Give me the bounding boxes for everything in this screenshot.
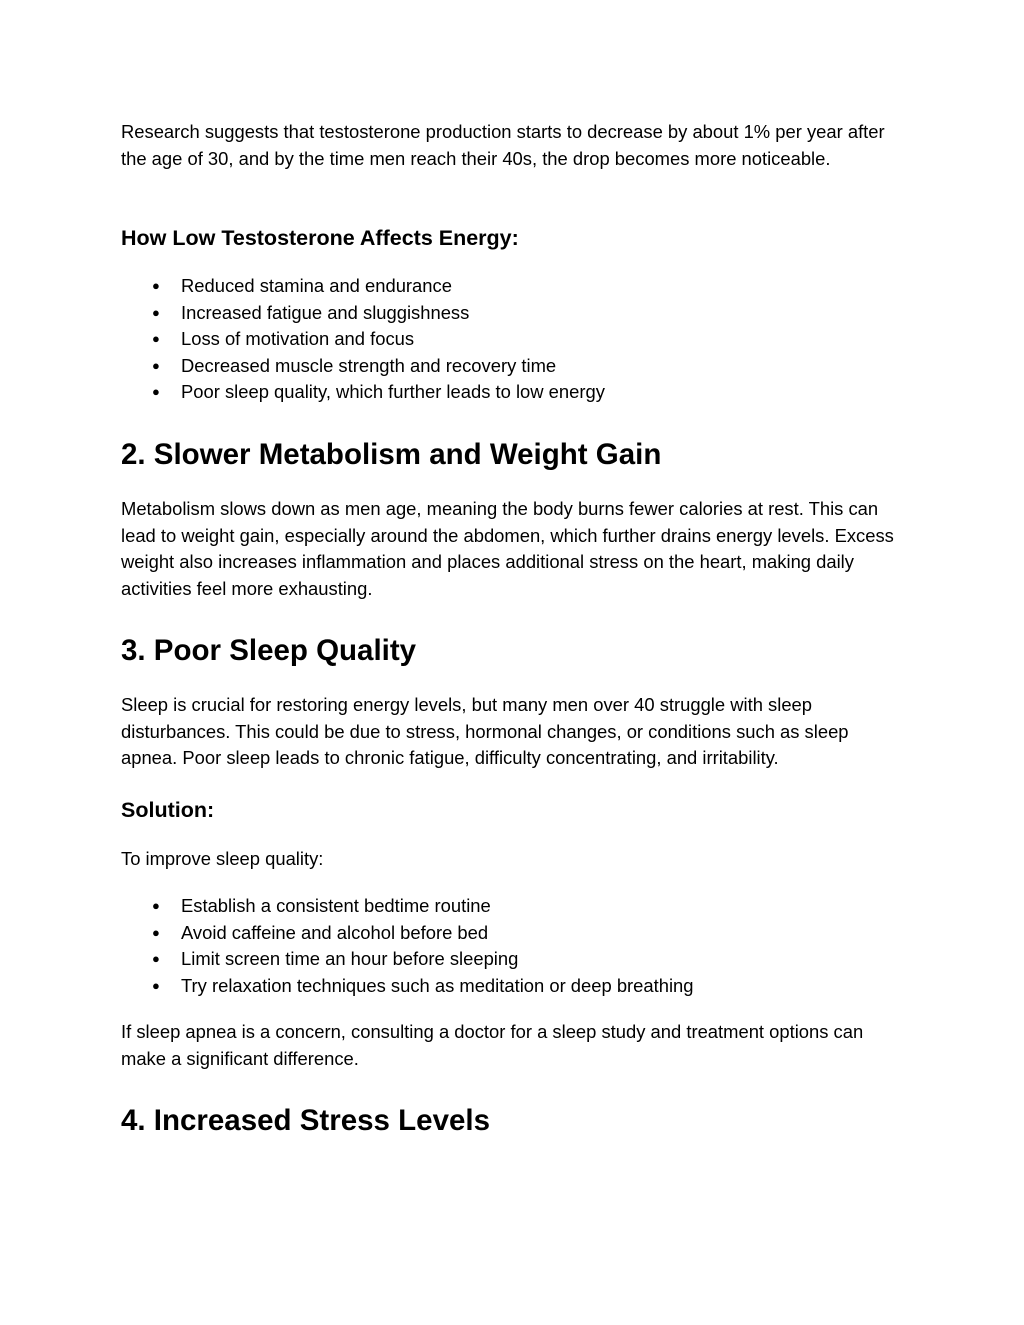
- bullet-icon: ●: [152, 331, 160, 347]
- bullet-icon: ●: [152, 384, 160, 400]
- bullet-icon: ●: [152, 898, 160, 913]
- list-item: ● Loss of motivation and focus: [121, 326, 901, 353]
- list-item: ● Limit screen time an hour before sleeping: [121, 946, 901, 973]
- energy-heading: How Low Testosterone Affects Energy:: [121, 226, 519, 250]
- solution-heading: Solution:: [121, 798, 215, 822]
- metabolism-paragraph: Metabolism slows down as men age, meaning the body burns fewer calories at rest. This can lead to weight gain, especially around the abdomen, which further drains energy levels. Excess weight also increases inflammation and places additional stress on the heart, making daily activities feel more exhausting.: [121, 498, 894, 599]
- list-item: ● Reduced stamina and endurance: [121, 273, 901, 300]
- list-item: ● Establish a consistent bedtime routine: [121, 893, 901, 920]
- bullet-icon: ●: [152, 304, 160, 320]
- metabolism-heading: 2. Slower Metabolism and Weight Gain: [121, 438, 662, 471]
- sleep-heading: 3. Poor Sleep Quality: [121, 634, 417, 667]
- list-item: ● Poor sleep quality, which further leads to low energy: [121, 379, 901, 406]
- bullet-icon: ●: [152, 357, 160, 373]
- energy-effects-list: [121, 273, 901, 406]
- sleep-tips-list: [121, 893, 901, 999]
- list-item: ● Try relaxation techniques such as meditation or deep breathing: [121, 973, 901, 1000]
- bullet-icon: ●: [152, 924, 160, 940]
- solution-intro: To improve sleep quality:: [121, 848, 324, 869]
- list-item: ● Avoid caffeine and alcohol before bed: [121, 920, 901, 947]
- bullet-icon: ●: [152, 977, 160, 993]
- intro-paragraph: Research suggests that testosterone production starts to decrease by about 1% per year after the age of 30, and by the time men reach their 40s, the drop becomes more noticeable.: [121, 121, 885, 169]
- bullet-icon: ●: [152, 951, 160, 967]
- sleep-apnea-paragraph: If sleep apnea is a concern, consulting a doctor for a sleep study and treatment options can make a significant difference.: [121, 1021, 864, 1069]
- stress-heading: 4. Increased Stress Levels: [121, 1104, 490, 1137]
- list-item: ● Decreased muscle strength and recovery time: [121, 353, 901, 380]
- sleep-paragraph: Sleep is crucial for restoring energy levels, but many men over 40 struggle with sleep disturbances. This could be due to stress, hormonal changes, or conditions such as sleep apnea. Poor sleep leads to chronic fatigue, difficulty concentrating, and irritability.: [121, 694, 849, 768]
- bullet-icon: ●: [152, 278, 160, 293]
- list-item: ● Increased fatigue and sluggishness: [121, 300, 901, 327]
